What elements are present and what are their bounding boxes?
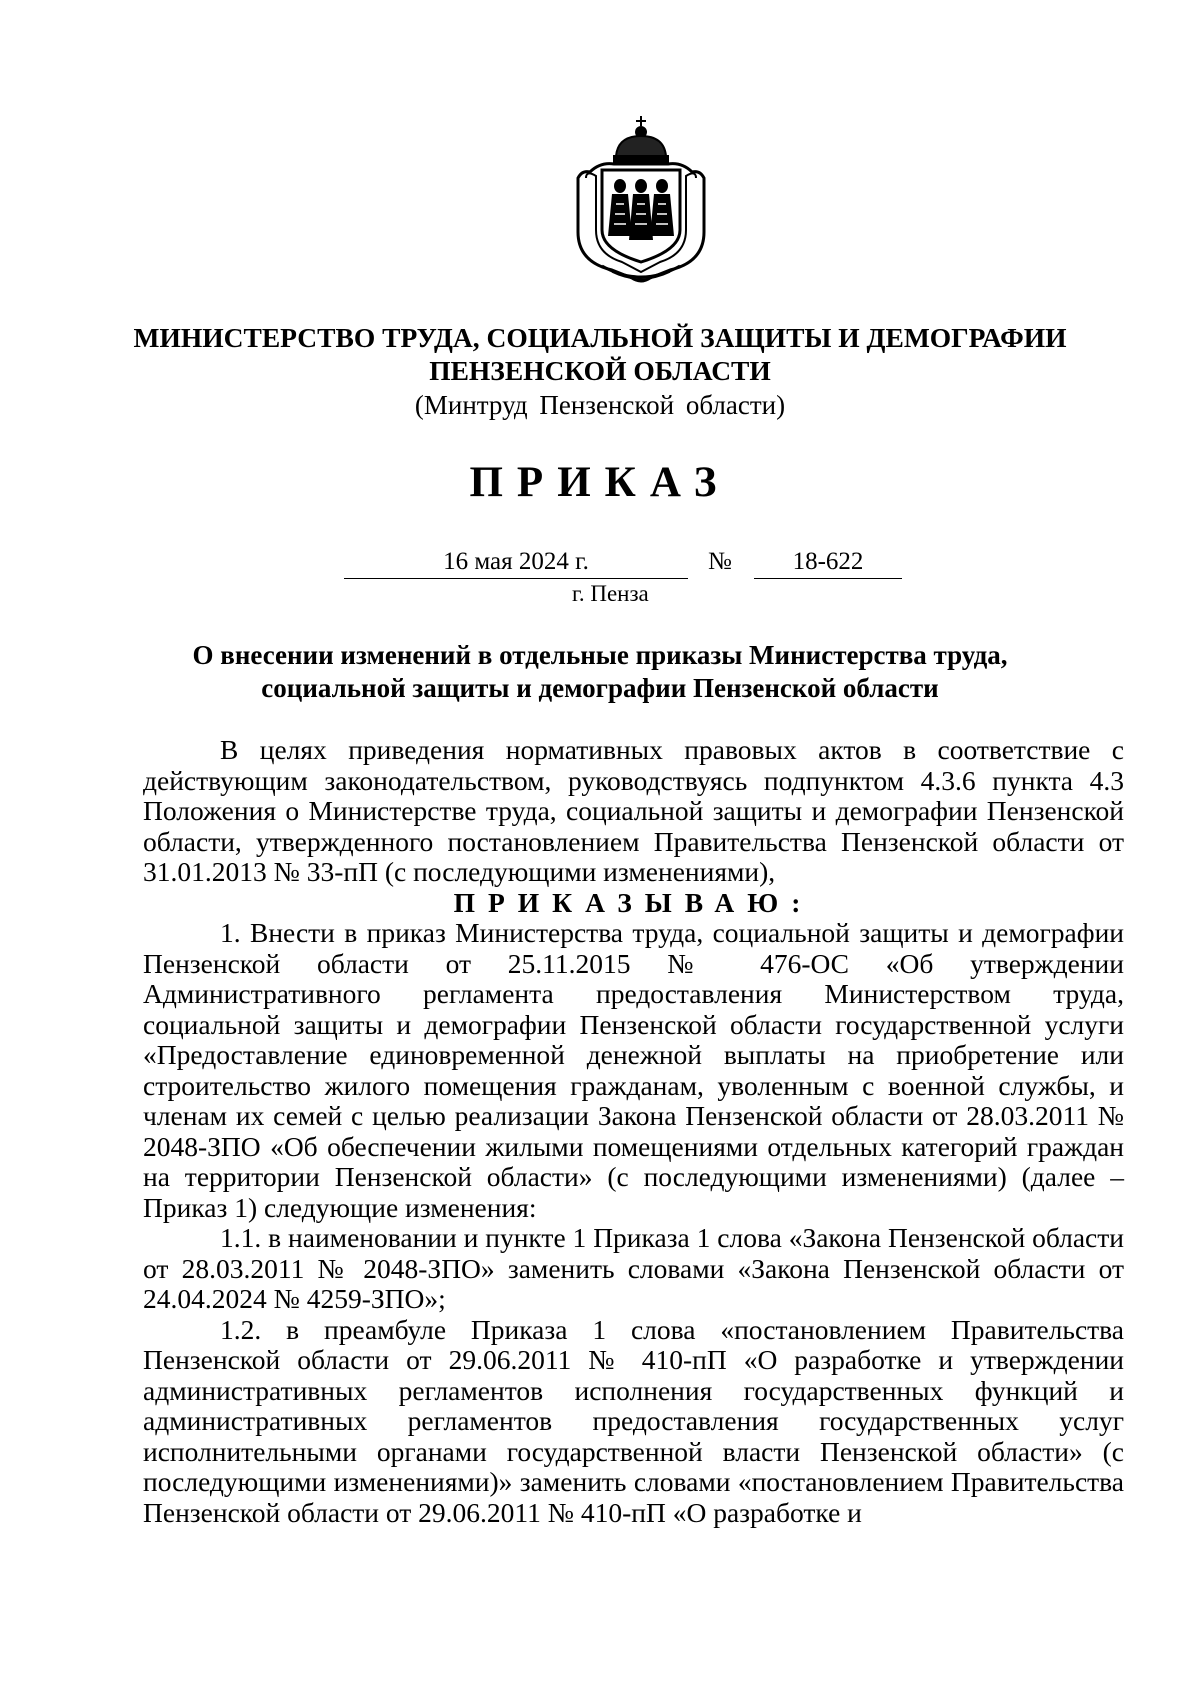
city-name: г. Пенза bbox=[572, 581, 649, 606]
item-1-1-paragraph: 1.1. в наименовании и пункте 1 Приказа 1 слова «Закона Пензенской области от 28.03.2011 № 2048-ЗПО» заменить словами «Закона Пензенской области от 24.04.2024 № 4259-ЗПО»; bbox=[143, 1222, 1124, 1314]
order-directive-word: ПРИКАЗЫВАЮ: bbox=[453, 886, 814, 918]
ministry-name-line2: ПЕНЗЕНСКОЙ ОБЛАСТИ bbox=[429, 355, 771, 386]
subject-line2: социальной защиты и демографии Пензенской области bbox=[261, 673, 939, 703]
subject-line1: О внесении изменений в отдельные приказы Министерства труда, bbox=[192, 640, 1008, 670]
number-sign: № bbox=[708, 548, 732, 575]
order-subject bbox=[140, 639, 1060, 705]
item-1-2-paragraph: 1.2. в преамбуле Приказа 1 слова «постановлением Правительства Пензенской области от 29.06.2011 № 410-пП «О разработке и утверждении административных регламентов исполнения государственных функций и административных регламентов предоставления государственных услуг исполнительными органами государственной власти Пензенской области» (с последующими изменениями)» заменить словами «постановлением Правительства Пензенской области от 29.06.2011 № 410-пП «О разработке и bbox=[143, 1313, 1124, 1528]
order-number: 18-622 bbox=[754, 546, 902, 579]
preamble-paragraph: В целях приведения нормативных правовых актов в соответствие с действующим законодательством, руководствуясь подпунктом 4.3.6 пункта 4.3 Положения о Министерстве труда, социальной защиты и демографии Пензенской области, утвержденного постановлением Правительства Пензенской области от 31.01.2013 № 33-пП (с последующими изменениями), bbox=[143, 734, 1124, 887]
ministry-name-line1: МИНИСТЕРСТВО ТРУДА, СОЦИАЛЬНОЙ ЗАЩИТЫ И ДЕМОГРАФИИ bbox=[133, 322, 1067, 353]
order-date: 16 мая 2024 г. bbox=[344, 546, 688, 579]
item-1-paragraph: 1. Внести в приказ Министерства труда, социальной защиты и демографии Пензенской области от 25.11.2015 № 476-ОС «Об утверждении Административного регламента предоставления Министерством труда, социальной защиты и демографии Пензенской области государственной услуги «Предоставление единовременной денежной выплаты на приобретение или строительство жилого помещения гражданам, уволенным с военной службы, и членам их семей с целью реализации Закона Пензенской области от 28.03.2011 № 2048-ЗПО «Об обеспечении жилыми помещениями отдельных категорий граждан на территории Пензенской области» (с последующими изменениями) (далее – Приказ 1) следующие изменения: bbox=[143, 917, 1124, 1223]
ministry-short-name: (Минтруд Пензенской области) bbox=[414, 390, 786, 420]
document-type-title: ПРИКАЗ bbox=[469, 459, 731, 506]
order-body bbox=[143, 735, 1124, 1528]
coat-of-arms-icon bbox=[572, 112, 710, 290]
